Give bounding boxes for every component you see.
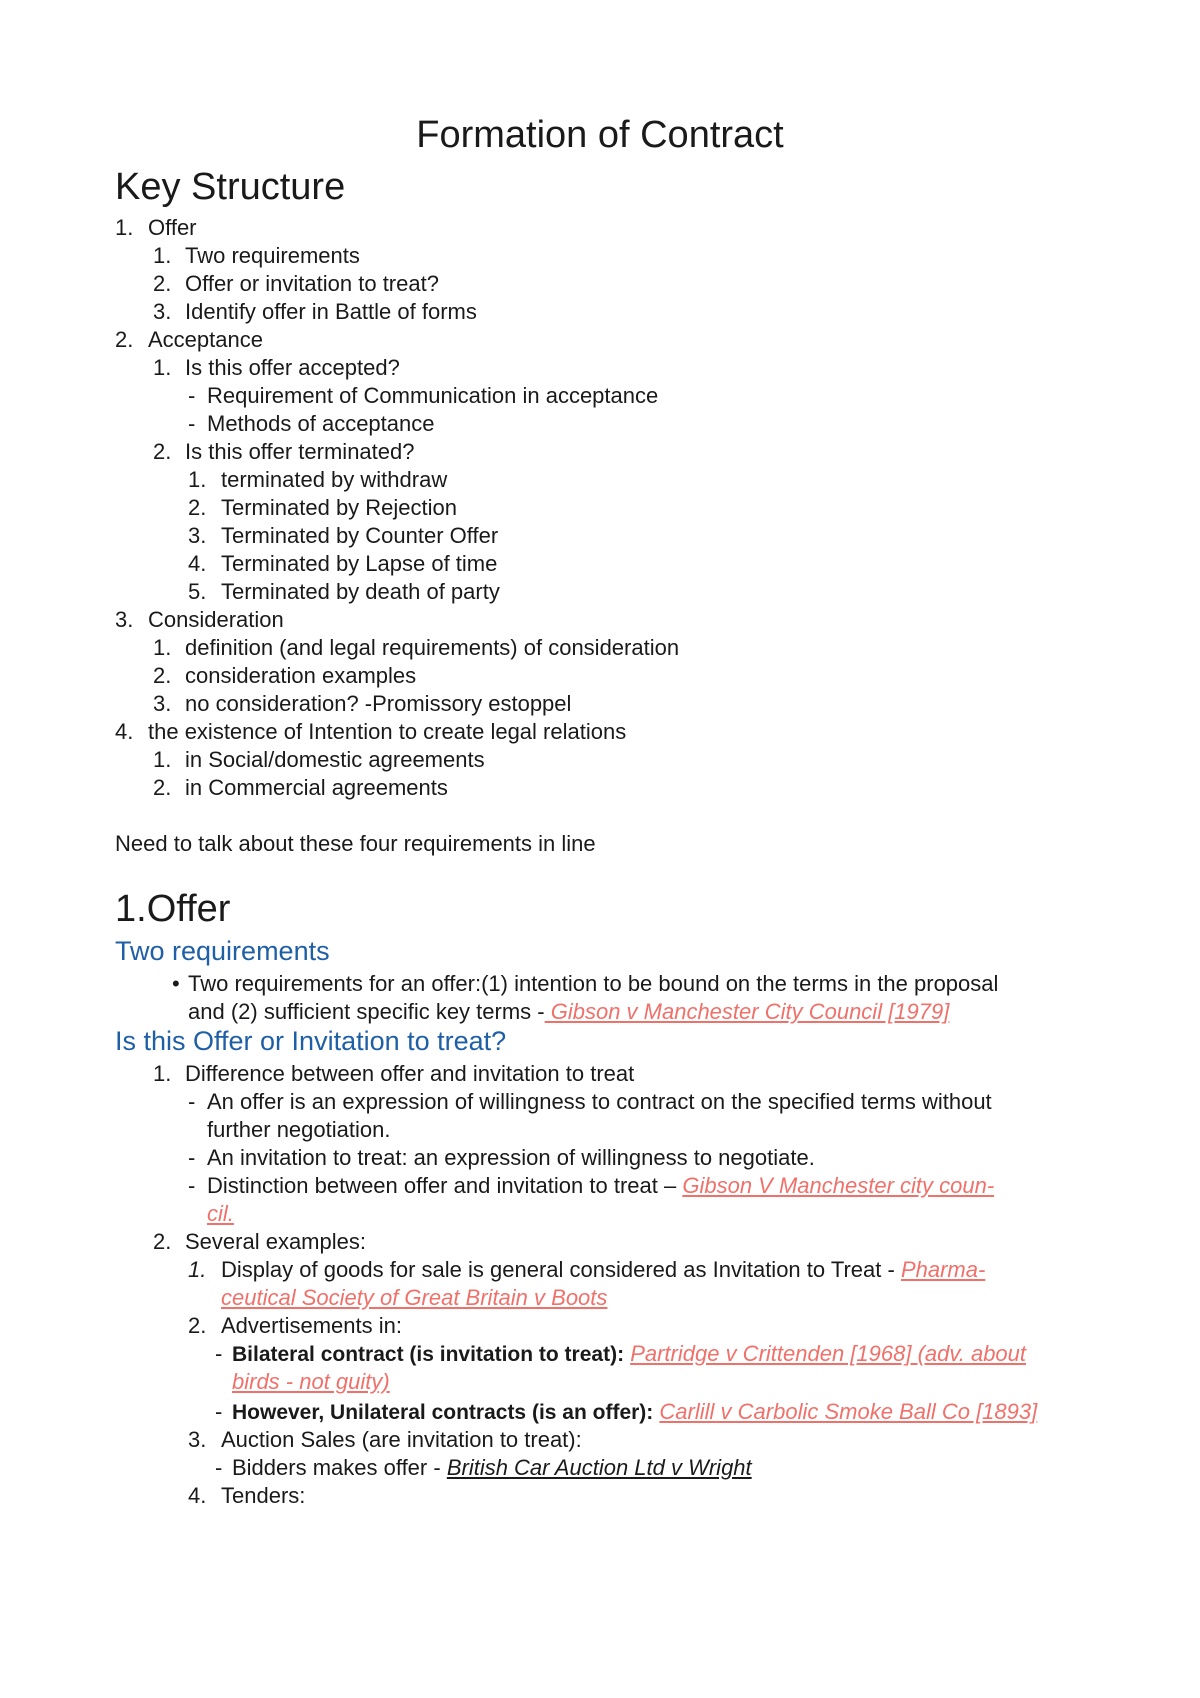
bilateral-label: Bilateral contract (is invitation to treat): [232, 1343, 625, 1366]
list-item: consideration examples [185, 663, 417, 688]
case-link-boots[interactable]: Pharma- [900, 1257, 986, 1282]
list-item [232, 1399, 1037, 1425]
case-link-partridge[interactable]: Partridge v Crittenden [1968] (adv. about [630, 1341, 1027, 1366]
list-number: 2. [153, 439, 172, 464]
bullet-text: Two requirements for an offer:(1) intention to be bound on the terms in the proposal [188, 971, 999, 996]
list-number: 2. [115, 327, 134, 352]
list-dash: - [188, 1145, 196, 1170]
list-item [232, 1341, 1026, 1367]
list-item: Identify offer in Battle of forms [185, 299, 477, 324]
list-item: Terminated by Counter Offer [221, 523, 499, 548]
list-item-cont: further negotiation. [207, 1117, 391, 1142]
list-item: An invitation to treat: an expression of willingness to negotiate. [207, 1145, 815, 1170]
list-number: 4. [188, 1483, 207, 1508]
list-number: 1. [153, 355, 172, 380]
list-number: 1. [153, 243, 172, 268]
list-number: 2. [153, 271, 172, 296]
list-number: 1. [153, 747, 172, 772]
list-dash: - [215, 1455, 223, 1480]
list-item: no consideration? -Promissory estoppel [185, 691, 572, 716]
bullet-text-cont: and (2) sufficient specific key terms - [188, 999, 545, 1024]
list-item-text: Bidders makes offer - [232, 1455, 441, 1480]
list-item [221, 1257, 985, 1283]
list-item: Terminated by death of party [221, 579, 500, 604]
list-dash: - [188, 383, 196, 408]
case-link-boots-cont[interactable]: ceutical Society of Great Britain v Boots [221, 1285, 608, 1310]
list-number: 1. [153, 635, 172, 660]
list-number: 1. [115, 215, 134, 240]
list-number: 3. [115, 607, 134, 632]
list-dash: - [188, 1173, 196, 1198]
list-dash: - [215, 1399, 223, 1424]
list-item: Auction Sales (are invitation to treat): [221, 1427, 582, 1452]
list-number: 4. [188, 551, 207, 576]
case-link-carlill[interactable]: Carlill v Carbolic Smoke Ball Co [1893] [659, 1399, 1038, 1424]
list-item [207, 1173, 994, 1199]
case-link-partridge-cont[interactable]: birds - not guity) [232, 1369, 390, 1394]
list-item: the existence of Intention to create legal relations [148, 719, 627, 744]
list-dash: - [188, 1089, 196, 1114]
list-item: Difference between offer and invitation to treat [185, 1061, 635, 1086]
case-link-gibson-2-cont[interactable]: cil. [207, 1201, 234, 1226]
offer-heading: 1.Offer [115, 888, 231, 930]
list-item: Several examples: [185, 1229, 366, 1254]
case-link-british-car[interactable]: British Car Auction Ltd v Wright [446, 1455, 752, 1480]
case-link-gibson-2[interactable]: Gibson V Manchester city coun- [682, 1173, 995, 1198]
key-structure-heading: Key Structure [115, 166, 346, 208]
list-number: 2. [188, 1313, 207, 1338]
list-item: Requirement of Communication in acceptance [207, 383, 659, 408]
list-number: 2. [153, 663, 172, 688]
list-item: Is this offer terminated? [185, 439, 415, 464]
case-link-gibson[interactable]: Gibson v Manchester City Council [1979] [544, 999, 950, 1024]
list-number: 1. [153, 1061, 172, 1086]
list-item: in Social/domestic agreements [185, 747, 485, 772]
bullet-icon: • [172, 971, 180, 996]
list-number: 3. [153, 691, 172, 716]
list-item: terminated by withdraw [221, 467, 448, 492]
unilateral-label: However, Unilateral contracts (is an offer): [232, 1401, 654, 1424]
two-requirements-heading: Two requirements [115, 936, 330, 966]
list-dash: - [188, 411, 196, 436]
document-title: Formation of Contract [416, 114, 784, 156]
list-number: 1. [188, 1257, 207, 1282]
list-item: Methods of acceptance [207, 411, 435, 436]
list-number: 3. [188, 523, 207, 548]
list-item: Acceptance [148, 327, 263, 352]
list-item-text: Distinction between offer and invitation to treat – [207, 1173, 677, 1198]
note-paragraph: Need to talk about these four requirements in line [115, 831, 596, 856]
list-item: definition (and legal requirements) of consideration [185, 635, 680, 660]
list-dash: - [215, 1341, 223, 1366]
list-number: 2. [188, 495, 207, 520]
list-number: 3. [153, 299, 172, 324]
list-item: Two requirements [185, 243, 360, 268]
list-number: 4. [115, 719, 134, 744]
bullet-text-line2 [188, 999, 949, 1025]
invitation-heading: Is this Offer or Invitation to treat? [115, 1026, 507, 1056]
list-number: 2. [153, 1229, 172, 1254]
list-number: 5. [188, 579, 207, 604]
list-item: Terminated by Rejection [221, 495, 458, 520]
list-item: Tenders: [221, 1483, 306, 1508]
list-item [232, 1455, 752, 1481]
list-item: Is this offer accepted? [185, 355, 400, 380]
list-item: Advertisements in: [221, 1313, 402, 1338]
list-item: Offer or invitation to treat? [185, 271, 439, 296]
list-item: Terminated by Lapse of time [221, 551, 498, 576]
list-item-text: Display of goods for sale is general considered as Invitation to Treat - [221, 1257, 895, 1282]
list-item: An offer is an expression of willingness to contract on the specified terms without [207, 1089, 992, 1114]
list-number: 2. [153, 775, 172, 800]
list-number: 3. [188, 1427, 207, 1452]
list-item: Consideration [148, 607, 284, 632]
list-item: Offer [148, 215, 197, 240]
list-number: 1. [188, 467, 207, 492]
list-item: in Commercial agreements [185, 775, 448, 800]
